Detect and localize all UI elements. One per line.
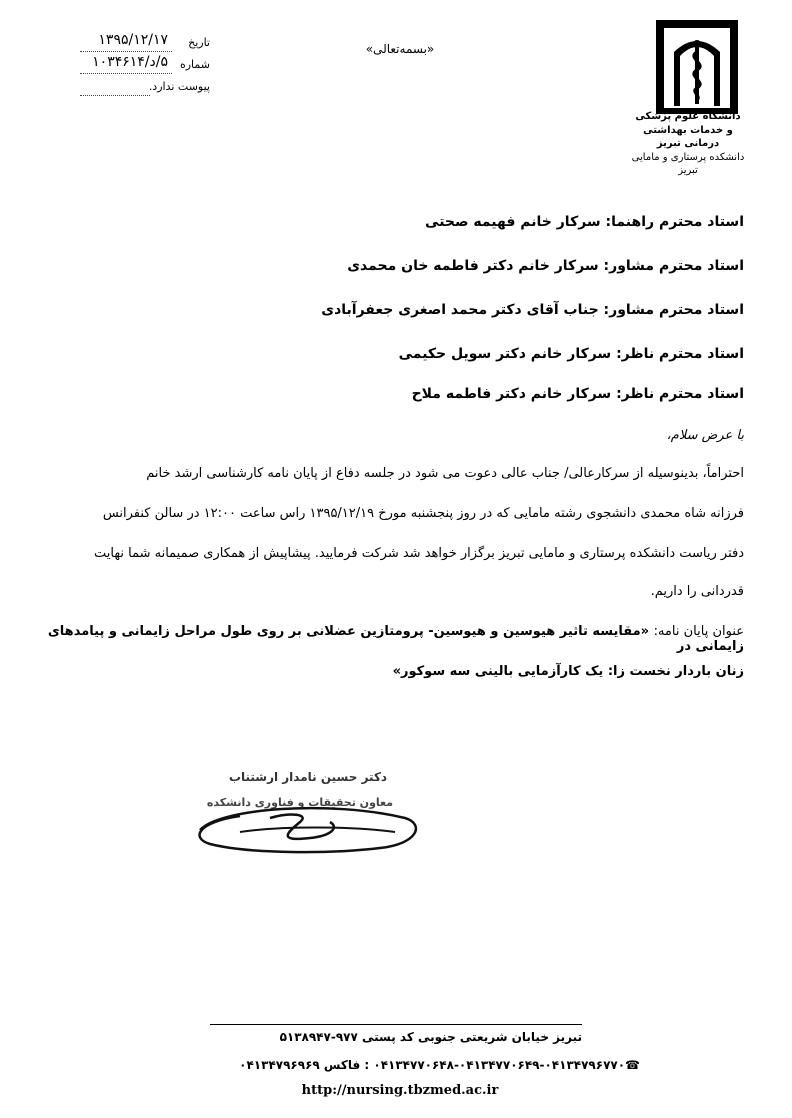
body-line-1: احتراماً، بدینوسیله از سرکارعالی/ جناب عالی دعوت می شود در جلسه دفاع از پایان نامه کارشناسی ارشد خانم [146, 466, 744, 481]
body-line-3: دفتر ریاست دانشکده پرستاری و مامایی تبریز برگزار خواهد شد شرکت فرمایید. پیشاپیش از همکاری صمیمانه شما نهایت [94, 546, 744, 561]
addressee-2: استاد محترم مشاور: سرکار خانم دکتر فاطمه خان محمدی [347, 258, 744, 274]
footer-divider [210, 1024, 582, 1025]
logo-caption-line2: و خدمات بهداشتی درمانی تبریز [643, 124, 733, 149]
footer-address: تبریز خیابان شریعتی جنوبی کد پستی ۹۷۷-۵۱۳۸۹۴۷ [279, 1030, 582, 1044]
thesis-title-2: زنان باردار نخست زا: یک کارآزمایی بالینی سه سوکور» [392, 664, 744, 679]
basmala: «بسمه‌تعالی» [365, 42, 435, 56]
date-label: تاریخ [188, 36, 210, 49]
thesis-title-1: «مقایسه تاثیر هیوسین و هیوسین- پرومتازین عضلانی بر روی طول مراحل زایمانی و پیامدهای زایمانی در [47, 624, 744, 654]
greeting: با عرض سلام، [666, 428, 744, 443]
signer-title: معاون تحقیقات و فناوری دانشکده [206, 796, 394, 809]
signer-name: دکتر حسین نامدار ارشتناب [228, 770, 388, 784]
date-underline [80, 51, 172, 52]
addressee-1: استاد محترم راهنما: سرکار خانم فهیمه صحتی [425, 214, 744, 230]
number-row [60, 54, 210, 76]
number-value: ۵/د/۱۰۳۴۶۱۴ [92, 54, 168, 70]
letter-meta [60, 32, 210, 98]
date-row [60, 32, 210, 54]
logo-caption [628, 110, 748, 178]
footer-website-link[interactable]: http://nursing.tbzmed.ac.ir [301, 1083, 499, 1098]
footer-phones: ☎۰۴۱۳۴۷۷۰۶۴۸-۰۴۱۳۴۷۷۰۶۴۹-۰۴۱۳۴۷۹۶۷۷۰ : فاکس ۰۴۱۳۴۷۹۶۹۶۹ [239, 1058, 640, 1072]
body-line-4: قدردانی را داریم. [650, 584, 744, 599]
body-line-2: فرزانه شاه محمدی دانشجوی رشته مامایی که در روز پنجشنبه مورخ ۱۳۹۵/۱۲/۱۹ راس ساعت ۱۲:۰۰ در سالن کنفرانس [102, 506, 744, 521]
attachment-underline [80, 95, 150, 96]
attachment-text: پیوست ندارد. [148, 80, 210, 93]
logo-caption-line1: دانشگاه علوم پزشکی [635, 111, 741, 122]
addressee-4: استاد محترم ناظر: سرکار خانم دکتر سویل حکیمی [398, 346, 744, 362]
date-value: ۱۳۹۵/۱۲/۱۷ [98, 32, 168, 48]
logo-caption-line3: دانشکده پرستاری و مامایی تبریز [631, 151, 745, 176]
attachment-row [60, 76, 210, 98]
addressee-3: استاد محترم مشاور: جناب آقای دکتر محمد اصغری جعفرآبادی [321, 302, 744, 318]
thesis-label: عنوان پایان نامه: [653, 624, 744, 639]
number-underline [80, 73, 172, 74]
number-label: شماره [179, 58, 210, 71]
addressee-5: استاد محترم ناظر: سرکار خانم دکتر فاطمه ملاح [411, 386, 744, 402]
handwritten-signature-icon [180, 788, 430, 868]
thesis-title-line-1 [44, 624, 744, 654]
